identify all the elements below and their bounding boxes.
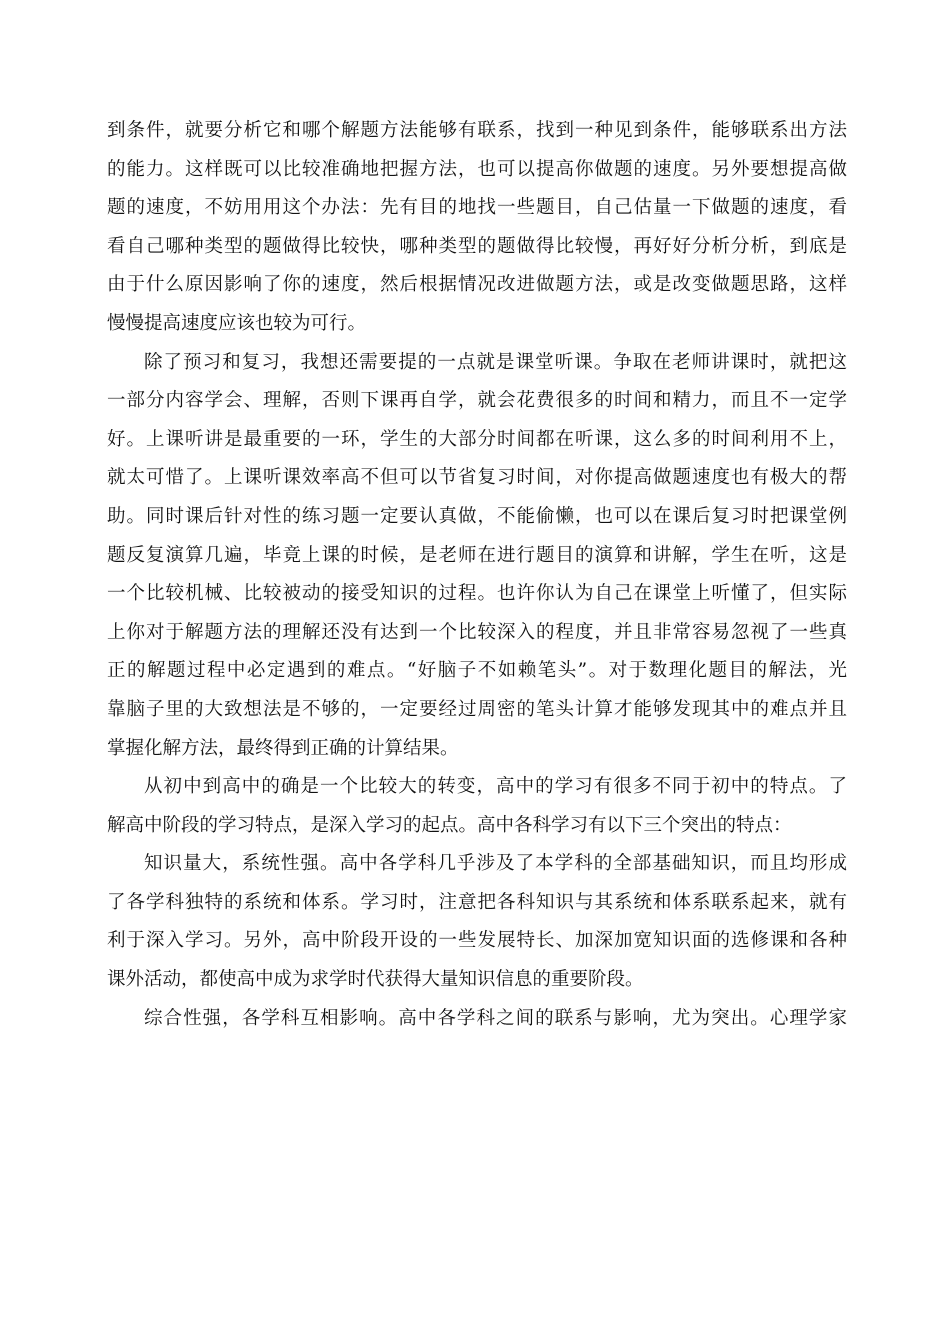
text-line: 除了预习和复习，我想还需要提的一点就是课堂听课。争取在老师讲课时，就把这 bbox=[144, 351, 847, 373]
text-line: 课外活动，都使高中成为求学时代获得大量知识信息的重要阶段。 bbox=[107, 969, 644, 991]
text-line: 正的解题过程中必定遇到的难点。“好脑子不如赖笔头”。对于数理化题目的解法，光 bbox=[107, 660, 847, 682]
text-line: 题的速度，不妨用用这个办法：先有目的地找一些题目，自己估量一下做题的速度，看 bbox=[107, 197, 847, 219]
text-line: 从初中到高中的确是一个比较大的转变，高中的学习有很多不同于初中的特点。了 bbox=[144, 776, 847, 798]
text-line: 看自己哪种类型的题做得比较快，哪种类型的题做得比较慢，再好好分析分析，到底是 bbox=[107, 235, 847, 257]
text-line: 题反复演算几遍，毕竟上课的时候，是老师在进行题目的演算和讲解，学生在听，这是 bbox=[107, 544, 847, 566]
text-line: 由于什么原因影响了你的速度，然后根据情况改进做题方法，或是改变做题思路，这样 bbox=[107, 274, 847, 296]
body-text bbox=[107, 112, 847, 1038]
text-line: 一部分内容学会、理解，否则下课再自学，就会花费很多的时间和精力，而且不一定学 bbox=[107, 390, 847, 412]
text-line: 一个比较机械、比较被动的接受知识的过程。也许你认为自己在课堂上听懂了，但实际 bbox=[107, 583, 847, 605]
text-line: 慢慢提高速度应该也较为可行。 bbox=[107, 312, 367, 334]
text-line: 上你对于解题方法的理解还没有达到一个比较深入的程度，并且非常容易忽视了一些真 bbox=[107, 621, 847, 643]
text-line: 到条件，就要分析它和哪个解题方法能够有联系，找到一种见到条件，能够联系出方法 bbox=[107, 120, 847, 141]
text-line: 助。同时课后针对性的练习题一定要认真做，不能偷懒，也可以在课后复习时把课堂例 bbox=[107, 505, 847, 527]
text-line: 就太可惜了。上课听课效率高不但可以节省复习时间，对你提高做题速度也有极大的帮 bbox=[107, 467, 847, 489]
text-line: 利于深入学习。另外，高中阶段开设的一些发展特长、加深加宽知识面的选修课和各种 bbox=[107, 930, 847, 952]
text-line: 掌握化解方法，最终得到正确的计算结果。 bbox=[107, 737, 459, 759]
text-line: 靠脑子里的大致想法是不够的，一定要经过周密的笔头计算才能够发现其中的难点并且 bbox=[107, 698, 847, 720]
text-line: 的能力。这样既可以比较准确地把握方法，也可以提高你做题的速度。另外要想提高做 bbox=[107, 158, 847, 180]
text-line: 好。上课听讲是最重要的一环，学生的大部分时间都在听课，这么多的时间利用不上， bbox=[107, 428, 847, 450]
text-line: 综合性强，各学科互相影响。高中各学科之间的联系与影响，尤为突出。心理学家 bbox=[144, 1007, 847, 1029]
text-line: 解高中阶段的学习特点，是深入学习的起点。高中各科学习有以下三个突出的特点： bbox=[107, 814, 792, 836]
text-line: 知识量大，系统性强。高中各学科几乎涉及了本学科的全部基础知识，而且均形成 bbox=[144, 853, 847, 875]
text-line: 了各学科独特的系统和体系。学习时，注意把各科知识与其系统和体系联系起来，就有 bbox=[107, 891, 847, 913]
